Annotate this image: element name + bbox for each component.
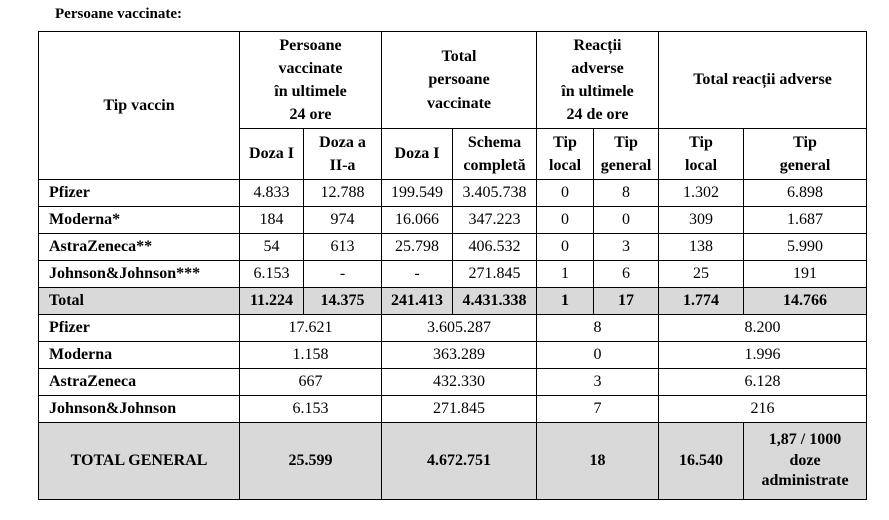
cell-doza2: 974 (304, 207, 382, 234)
cell-total-local: 309 (659, 207, 744, 234)
vaccine-name: AstraZeneca** (39, 234, 240, 261)
vaccine-name: Pfizer (39, 180, 240, 207)
vaccine-name: Pfizer (39, 315, 240, 342)
total-schema: 4.431.338 (453, 288, 537, 315)
header-tip-general-total: Tip general (744, 129, 867, 180)
cell-total-doza1: - (382, 261, 453, 288)
summary-total-persoane: 432.330 (382, 369, 537, 396)
cell-doza1: 184 (240, 207, 304, 234)
header-doza1-total: Doza I (382, 129, 453, 180)
total-total-general: 14.766 (744, 288, 867, 315)
header-tip-local-total: Tip local (659, 129, 744, 180)
grand-total-label: TOTAL GENERAL (39, 423, 240, 500)
cell-doza2: 12.788 (304, 180, 382, 207)
cell-total-local: 25 (659, 261, 744, 288)
cell-reactii-local: 0 (537, 207, 594, 234)
cell-reactii-general: 8 (594, 180, 659, 207)
total-total-local: 1.774 (659, 288, 744, 315)
header-total-persoane: Total persoane vaccinate (382, 32, 537, 129)
summary-row (39, 315, 867, 342)
cell-reactii-general: 3 (594, 234, 659, 261)
cell-total-doza1: 16.066 (382, 207, 453, 234)
total-label: Total (39, 288, 240, 315)
table-row (39, 234, 867, 261)
summary-reactii-24h: 8 (537, 315, 659, 342)
total-doza2: 14.375 (304, 288, 382, 315)
grand-total-persoane-24h: 25.599 (240, 423, 382, 500)
vaccine-name: Moderna (39, 342, 240, 369)
cell-total-doza1: 25.798 (382, 234, 453, 261)
cell-total-general: 6.898 (744, 180, 867, 207)
header-tip-local: Tip local (537, 129, 594, 180)
cell-total-local: 138 (659, 234, 744, 261)
summary-total-reactii: 216 (659, 396, 867, 423)
header-tip-vaccin: Tip vaccin (39, 32, 240, 180)
summary-reactii-24h: 7 (537, 396, 659, 423)
cell-doza1: 6.153 (240, 261, 304, 288)
total-row (39, 288, 867, 315)
header-doza1: Doza I (240, 129, 304, 180)
summary-total-persoane: 3.605.287 (382, 315, 537, 342)
table-caption: Persoane vaccinate: (55, 6, 183, 22)
cell-reactii-local: 0 (537, 234, 594, 261)
summary-total-reactii: 1.996 (659, 342, 867, 369)
summary-total-persoane: 363.289 (382, 342, 537, 369)
cell-total-doza1: 199.549 (382, 180, 453, 207)
grand-total-reactii-24h: 18 (537, 423, 659, 500)
summary-total-reactii: 8.200 (659, 315, 867, 342)
header-schema: Schema completă (453, 129, 537, 180)
header-total-reactii: Total reacții adverse (659, 32, 867, 129)
cell-doza1: 4.833 (240, 180, 304, 207)
summary-row (39, 342, 867, 369)
summary-total-persoane: 271.845 (382, 396, 537, 423)
grand-total-total-reactii: 16.540 (659, 423, 744, 500)
header-tip-general: Tip general (594, 129, 659, 180)
grand-total-total-persoane: 4.672.751 (382, 423, 537, 500)
summary-reactii-24h: 3 (537, 369, 659, 396)
cell-doza2: 613 (304, 234, 382, 261)
vaccine-name: Johnson&Johnson (39, 396, 240, 423)
cell-total-general: 5.990 (744, 234, 867, 261)
cell-reactii-local: 1 (537, 261, 594, 288)
cell-schema: 3.405.738 (453, 180, 537, 207)
vaccine-name: AstraZeneca (39, 369, 240, 396)
vaccine-name: Moderna* (39, 207, 240, 234)
grand-total-rate: 1,87 / 1000 doze administrate (744, 423, 867, 500)
cell-reactii-general: 6 (594, 261, 659, 288)
cell-total-general: 191 (744, 261, 867, 288)
vaccine-name: Johnson&Johnson*** (39, 261, 240, 288)
cell-reactii-local: 0 (537, 180, 594, 207)
cell-schema: 347.223 (453, 207, 537, 234)
cell-schema: 406.532 (453, 234, 537, 261)
cell-schema: 271.845 (453, 261, 537, 288)
grand-total-row (39, 423, 867, 500)
total-doza1: 11.224 (240, 288, 304, 315)
cell-total-general: 1.687 (744, 207, 867, 234)
cell-doza1: 54 (240, 234, 304, 261)
cell-doza2: - (304, 261, 382, 288)
summary-reactii-24h: 0 (537, 342, 659, 369)
header-persoane-24h: Persoane vaccinate în ultimele 24 ore (240, 32, 382, 129)
summary-persoane-24h: 1.158 (240, 342, 382, 369)
total-total-doza1: 241.413 (382, 288, 453, 315)
summary-total-reactii: 6.128 (659, 369, 867, 396)
table-row (39, 180, 867, 207)
summary-row (39, 396, 867, 423)
vaccination-table (38, 31, 867, 500)
table-row (39, 261, 867, 288)
cell-total-local: 1.302 (659, 180, 744, 207)
header-doza2: Doza a II-a (304, 129, 382, 180)
total-reactii-local: 1 (537, 288, 594, 315)
table-row (39, 207, 867, 234)
summary-row (39, 369, 867, 396)
summary-persoane-24h: 667 (240, 369, 382, 396)
header-reactii-24h: Reacții adverse în ultimele 24 de ore (537, 32, 659, 129)
summary-persoane-24h: 17.621 (240, 315, 382, 342)
total-reactii-general: 17 (594, 288, 659, 315)
summary-persoane-24h: 6.153 (240, 396, 382, 423)
cell-reactii-general: 0 (594, 207, 659, 234)
